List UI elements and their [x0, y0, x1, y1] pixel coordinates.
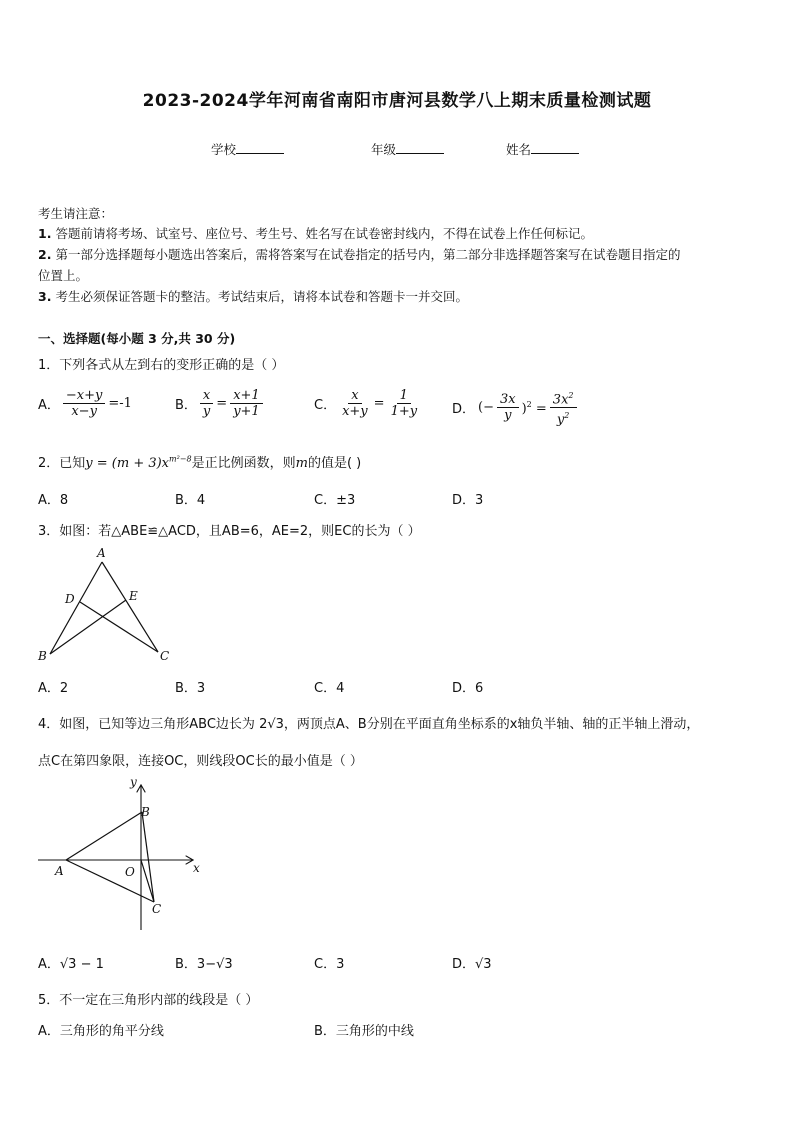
note-number: 2. [38, 247, 52, 262]
label-c: C [160, 649, 170, 663]
option-letter: C． [314, 398, 337, 413]
segment-dc [80, 602, 158, 652]
label-a: A [97, 546, 106, 560]
note-number: 3. [38, 289, 52, 304]
option-letter: B． [175, 398, 197, 413]
fraction: $\frac{3x^2}{y^2}$ [550, 388, 577, 428]
fraction: $\frac{3x}{y}$ [497, 392, 519, 423]
label-e: E [129, 589, 138, 603]
school-field [211, 140, 284, 158]
note-text: 第一部分选择题每小题选出答案后，需将答案写在试卷指定的括号内，第二部分非选择题答案写在试卷题目指定的 [55, 247, 681, 262]
fraction: $\frac{-x+y}{x-y}$ [63, 388, 105, 419]
question-1-option-c: C． $\frac{x}{x+y}$ = $\frac{1}{1+y}$ [314, 388, 420, 419]
question-4-line-2: 点C在第四象限，连接OC，则线段OC长的最小值是（ ） [38, 754, 363, 769]
note-item-1 [38, 224, 593, 242]
label-a: A [55, 864, 64, 878]
edge-ac [102, 562, 158, 652]
label-b: B [38, 649, 47, 663]
fraction: $\frac{1}{1+y}$ [390, 388, 418, 419]
question-1-option-b: B． $\frac{x}{y}$ = $\frac{x+1}{y+1}$ [175, 388, 263, 419]
fraction: $\frac{x}{x+y}$ [342, 388, 368, 419]
label-y: y [130, 775, 137, 789]
equals-value: =-1 [108, 396, 132, 411]
question-4-option-c: C．3 [314, 957, 345, 972]
label-b: B [141, 805, 150, 819]
note-text: 考生必须保证答题卡的整洁。考试结束后，请将本试卷和答题卡一并交回。 [55, 289, 468, 304]
question-3-option-b: B．3 [175, 681, 206, 696]
note-item-2 [38, 245, 680, 263]
grade-field [371, 140, 444, 158]
option-letter: A． [38, 398, 60, 413]
question-4-figure [30, 770, 210, 935]
label-o: O [125, 865, 135, 879]
name-field [506, 140, 579, 158]
exponent: m²−8 [169, 454, 192, 464]
page-title: 2023-2024学年河南省南阳市唐河县数学八上期末质量检测试题 [142, 91, 652, 111]
question-4-option-b: B．3−√3 [175, 957, 233, 972]
question-1-option-d: D． (− $\frac{3x}{y}$ )$^2$ = $\frac{3x^2}{y^2}$ [452, 388, 577, 428]
school-label: 学校 [211, 142, 237, 157]
question-5-option-a: A．三角形的角平分线 [38, 1024, 164, 1039]
side-bc [142, 812, 154, 902]
question-3-option-c: C．4 [314, 681, 345, 696]
question-4-line-1: 4．如图，已知等边三角形ABC边长为 2√3，两顶点A、B分别在平面直角坐标系的x轴负半轴、轴的正半轴上滑动， [38, 717, 700, 732]
note-item-2-continued: 位置上。 [38, 268, 89, 283]
question-2-option-d: D．3 [452, 493, 484, 508]
segment-oc [141, 860, 154, 902]
question-1-option-a [38, 388, 132, 419]
section-heading: 一、选择题(每小题 3 分,共 30 分) [38, 331, 236, 346]
fraction: $\frac{x+1}{y+1}$ [230, 388, 263, 419]
edge-ab [50, 562, 102, 654]
question-2-option-b: B．4 [175, 493, 206, 508]
note-text: 答题前请将考场、试室号、座位号、考生号、姓名写在试卷密封线内，不得在试卷上作任何标记。 [55, 226, 593, 241]
option-letter: D． [452, 402, 476, 418]
question-2-option-c: C．±3 [314, 493, 356, 508]
question-1-stem: 1．下列各式从左到右的变形正确的是（ ） [38, 358, 285, 373]
question-3-figure [30, 542, 190, 670]
label-c: C [152, 902, 162, 916]
label-x: x [193, 861, 200, 875]
question-4-option-d: D．√3 [452, 957, 492, 972]
note-item-3 [38, 287, 468, 305]
notes-heading: 考生请注意： [38, 206, 114, 221]
name-label: 姓名 [506, 142, 532, 157]
question-4-option-a: A．√3 − 1 [38, 957, 104, 972]
segment-be [50, 600, 126, 654]
label-d: D [65, 592, 75, 606]
question-3-stem: 3．如图：若△ABE≌△ACD，且AB=6，AE=2，则EC的长为（ ） [38, 524, 421, 539]
question-2-option-a: A．8 [38, 493, 69, 508]
question-3-option-d: D．6 [452, 681, 484, 696]
note-number: 1. [38, 226, 52, 241]
grade-blank [396, 141, 444, 154]
name-blank [531, 141, 579, 154]
question-5-stem: 5．不一定在三角形内部的线段是（ ） [38, 993, 259, 1008]
grade-label: 年级 [371, 142, 397, 157]
question-3-option-a: A．2 [38, 681, 69, 696]
equation: y = (m + 3)x [85, 456, 170, 471]
question-2-stem: 2．已知$y = (m + 3)x^{m^2-8}$是正比例函数，则m的值是( ) [38, 454, 362, 471]
school-blank [236, 141, 284, 154]
question-5-option-b: B．三角形的中线 [314, 1024, 414, 1039]
side-ab [66, 812, 142, 860]
fraction: $\frac{x}{y}$ [200, 388, 213, 419]
